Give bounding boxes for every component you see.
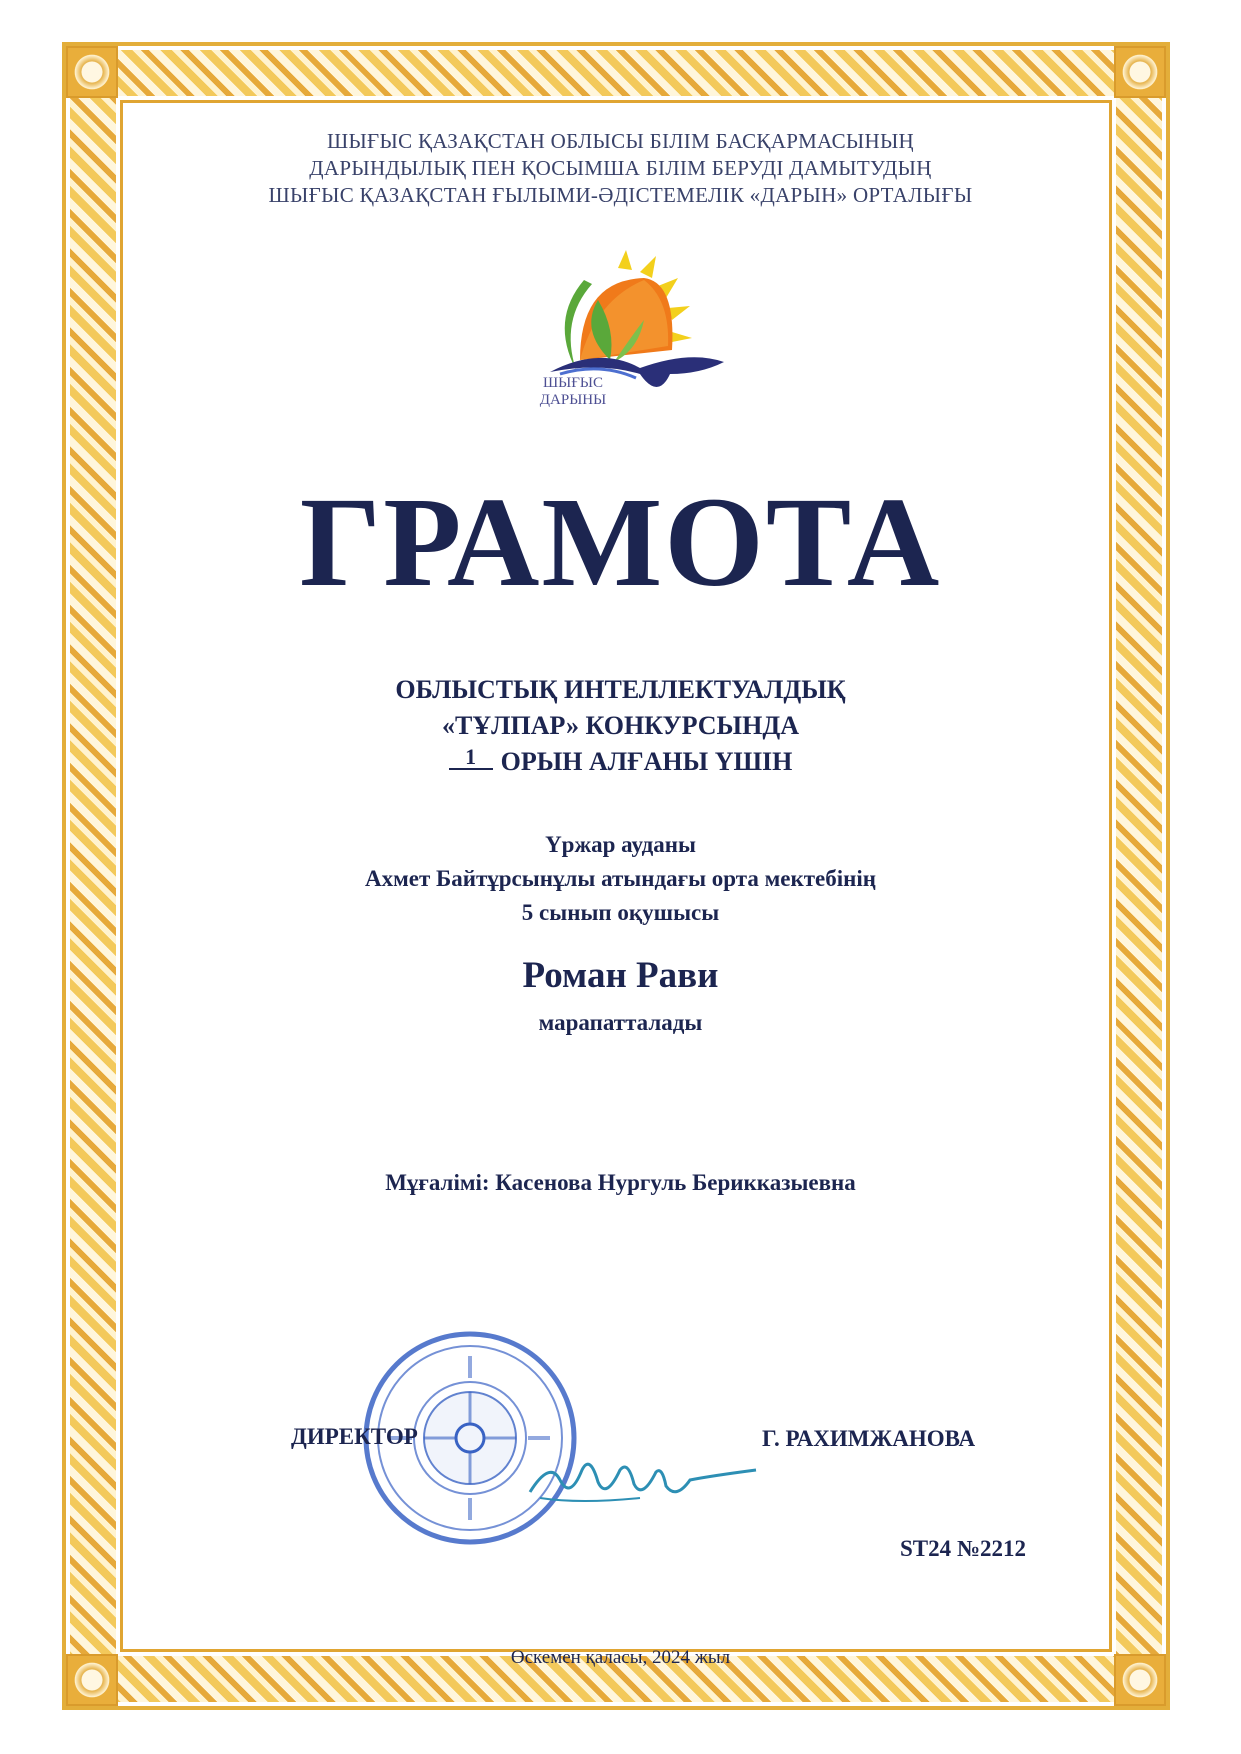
award-line-2: «ТҰЛПАР» КОНКУРСЫНДА	[442, 711, 799, 740]
award-description	[0, 672, 1241, 780]
awarded-text: марапатталады	[538, 1010, 703, 1035]
org-line-3: ШЫҒЫС ҚАЗАҚСТАН ҒЫЛЫМИ-ӘДІСТЕМЕЛІК «ДАРЫН» ОРТАЛЫҒЫ	[268, 183, 973, 207]
school-name: Ахмет Байтұрсынұлы атындағы орта мектебінің	[364, 866, 877, 891]
org-line-2: ДАРЫНДЫЛЫҚ ПЕН ҚОСЫМША БІЛІМ БЕРУДІ ДАМЫТУДЫҢ	[309, 156, 932, 180]
org-line-1: ШЫҒЫС ҚАЗАҚСТАН ОБЛЫСЫ БІЛІМ БАСҚАРМАСЫНЫҢ	[326, 129, 915, 153]
footer-city-year: Өскемен қаласы, 2024 жыл	[510, 1647, 731, 1668]
signatory-name: Г. РАХИМЖАНОВА	[762, 1426, 976, 1451]
corner-ornament-top-right	[1114, 46, 1166, 98]
teacher-name: Мұғалімі: Касенова Нургуль Берикказыевна	[385, 1170, 856, 1195]
logo-caption	[533, 375, 613, 409]
grade: 5 сынып оқушысы	[521, 900, 720, 925]
award-line-3-text: ОРЫН АЛҒАНЫ ҮШІН	[500, 747, 793, 776]
place-number: 1	[449, 746, 493, 770]
certificate-number: ST24 №2212	[900, 1536, 1026, 1561]
certificate-title: ГРАМОТА	[299, 471, 942, 613]
award-line-3	[0, 744, 1241, 780]
district: Үржар ауданы	[545, 832, 696, 857]
logo-caption-line-1: ШЫҒЫС	[543, 375, 603, 391]
organization-header	[0, 128, 1241, 209]
corner-ornament-top-left	[66, 46, 118, 98]
director-signature	[520, 1440, 760, 1520]
recipient-details	[0, 828, 1241, 930]
signatory-role: ДИРЕКТОР	[291, 1424, 418, 1449]
logo-caption-line-2: ДАРЫНЫ	[539, 392, 607, 408]
recipient-name: Роман Рави	[522, 955, 719, 996]
award-line-1: ОБЛЫСТЫҚ ИНТЕЛЛЕКТУАЛДЫҚ	[395, 675, 846, 704]
